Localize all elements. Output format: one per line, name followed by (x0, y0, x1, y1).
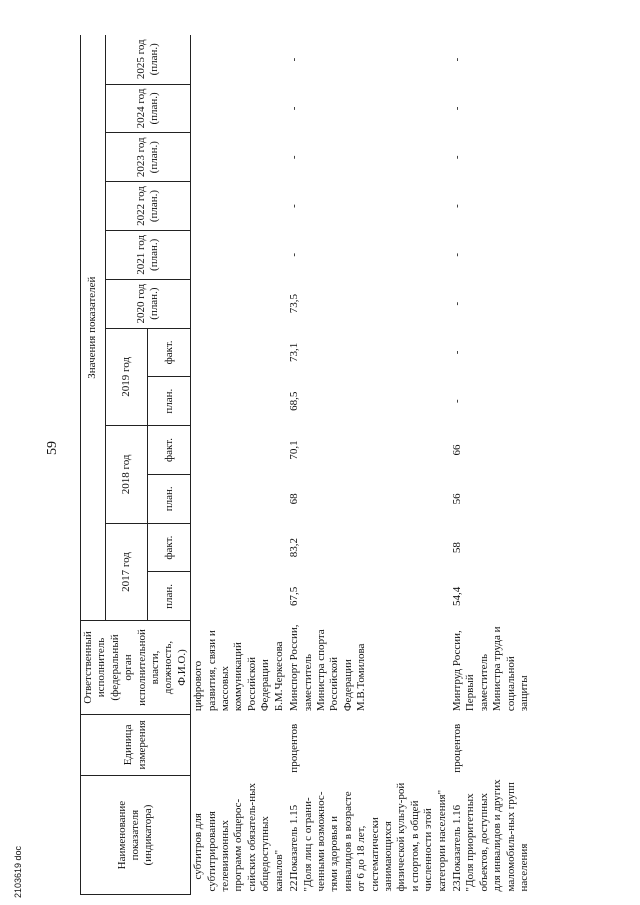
value-cell: - (288, 204, 301, 208)
value-cell: 67,5 (288, 586, 301, 607)
unit-cell (191, 714, 287, 776)
value-cell: - (450, 301, 463, 306)
table-row (450, 35, 532, 895)
page-number: 59 (45, 441, 60, 455)
value-cell (191, 133, 287, 182)
value-cell: 73,5 (288, 294, 301, 314)
value-cell: 66 (450, 444, 463, 456)
unit-cell: процентов (288, 723, 301, 773)
value-cell (191, 230, 287, 279)
value-cell (191, 572, 287, 621)
indicator-name: Показатель 1.16 "Доля приоритетных объектов, доступных для инвалидов и других маломобиль-ных групп населения (450, 779, 530, 892)
row-number: 22. (288, 877, 301, 892)
header-2019-plan: план. (148, 377, 191, 426)
indicators-table (80, 35, 532, 895)
header-2017-fact: факт. (148, 523, 191, 572)
row-name-cell (191, 776, 287, 895)
value-cell: - (288, 106, 301, 111)
table-row (191, 35, 287, 895)
header-unit: Единица измерения (81, 714, 191, 776)
header-2019-fact: факт. (148, 328, 191, 377)
header-2017-plan: план. (148, 572, 191, 621)
value-cell (191, 328, 287, 377)
value-cell (191, 35, 287, 84)
header-2024: 2024 год (план.) (106, 84, 191, 133)
value-cell (191, 523, 287, 572)
header-2021: 2021 год (план.) (106, 230, 191, 279)
value-cell: 68,5 (288, 391, 301, 411)
executor-cell: Минспорт России, заместитель Министра спорта Российской Федерации М.В.Томилова (288, 624, 368, 712)
value-cell: 73,1 (288, 342, 301, 363)
header-2023: 2023 год (план.) (106, 133, 191, 182)
header-values: Значения показателей (81, 35, 106, 621)
unit-cell: процентов (450, 723, 463, 773)
value-cell (191, 84, 287, 133)
header-2019: 2019 год (106, 328, 148, 426)
value-cell (191, 279, 287, 328)
value-cell (191, 182, 287, 231)
value-cell: 70,1 (288, 440, 301, 460)
value-cell: 54,4 (450, 586, 463, 607)
value-cell: 68 (288, 493, 301, 505)
table-sheet (80, 35, 600, 895)
value-cell: 58 (450, 542, 463, 554)
value-cell: - (288, 155, 301, 160)
value-cell: - (450, 350, 463, 355)
value-cell: 83,2 (288, 537, 301, 558)
header-2018-fact: факт. (148, 426, 191, 475)
value-cell: - (288, 252, 301, 257)
header-2017: 2017 год (106, 523, 148, 621)
value-cell: - (288, 57, 301, 62)
value-cell (191, 474, 287, 523)
value-cell (191, 377, 287, 426)
executor-cell: цифрового развития, связи и массовых коммуникаций Российской Федерации Б.М.Черкесова (192, 630, 285, 712)
table-row (287, 35, 450, 895)
value-cell: - (450, 252, 463, 257)
row-name-cell (450, 776, 532, 895)
value-cell (191, 426, 287, 475)
header-executor: Ответственный исполнитель (федеральный орган исполнительной власти, должность, Ф.И.О.) (81, 621, 191, 714)
value-cell: - (450, 204, 463, 208)
executor-cell: Минтруд России, Первый заместитель Министра труда и социальной защиты (450, 626, 530, 712)
indicator-name: субтитров для субтитрирования телевизионных программ общерос-сийских обязатель-ных общедоступных каналов" (192, 783, 285, 892)
value-cell: - (450, 155, 463, 160)
value-cell: - (450, 399, 463, 404)
value-cell: 56 (450, 493, 463, 505)
header-name: Наименование показателя (индикатора) (81, 776, 191, 895)
header-2020: 2020 год (план.) (106, 279, 191, 328)
header-2018-plan: план. (148, 474, 191, 523)
indicator-name: Показатель 1.15 "Доля лиц с ограни-ченными возможнос-тями здоровья и инвалидов в возрасте от 6 до 18 лет, систематически занимающихся физической культу-рой и спортом, в общей численности этой категории населения" (288, 782, 448, 892)
row-name-cell (287, 776, 450, 895)
header-2018: 2018 год (106, 426, 148, 524)
footer-doc-id: 2103619 doc (13, 845, 23, 898)
value-cell: - (450, 106, 463, 111)
row-number: 23. (450, 877, 463, 892)
value-cell: - (450, 57, 463, 62)
header-2022: 2022 год (план.) (106, 182, 191, 231)
header-2025: 2025 год (план.) (106, 35, 191, 84)
